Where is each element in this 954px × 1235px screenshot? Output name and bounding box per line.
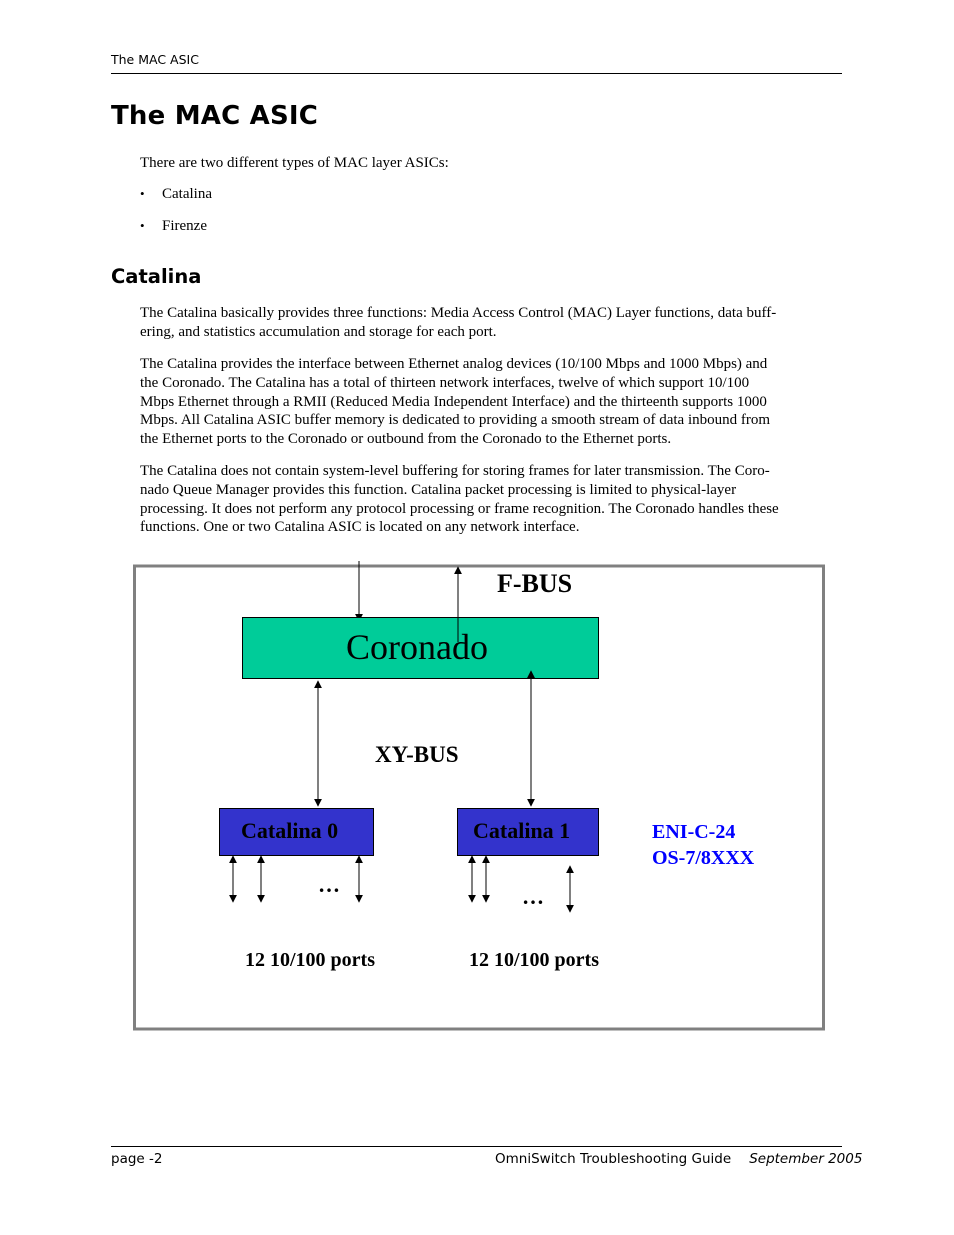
intro-text: There are two different types of MAC layer ASICs: [140,155,449,171]
bullet-dot-icon: • [140,218,145,233]
publication-date: September 2005 [749,1151,863,1167]
ports-ellipsis-0: … [318,872,340,897]
text-line: Mbps Ethernet through a RMII (Reduced Media Independent Interface) and the thirteenth supports 1000 [140,393,767,410]
footer-title [495,1151,862,1167]
bullet-dot-icon: • [140,186,145,201]
text-line: nado Queue Manager provides this function. Catalina packet processing is limited to physical-layer [140,481,737,498]
bullet-label: Catalina [162,186,212,202]
text-line: The Catalina provides the interface between Ethernet analog devices (10/100 Mbps and 1000 Mbps) and [140,356,768,372]
guide-name: OmniSwitch Troubleshooting Guide [495,1151,732,1167]
footer-rule [111,1146,842,1147]
catalina-1-label: Catalina 1 [473,818,571,843]
text-line: the Ethernet ports to the Coronado or outbound from the Coronado to the Ethernet ports. [140,431,672,448]
page-number: page -2 [111,1151,163,1167]
model-label-line1: ENI-C-24 [652,821,736,843]
fbus-label: F-BUS [497,569,573,598]
xybus-label: XY-BUS [375,742,459,767]
text-line: the Coronado. The Catalina has a total of thirteen network interfaces, twelve of which support 10/100 [140,374,750,391]
catalina-0-label: Catalina 0 [241,818,339,843]
text-line: processing. It does not perform any protocol processing or frame recognition. The Coronado handles these [140,500,779,517]
coronado-label: Coronado [346,627,488,667]
ports-ellipsis-1: … [522,884,544,909]
page-title: The MAC ASIC [111,101,319,131]
running-header: The MAC ASIC [111,52,199,67]
text-line: Mbps. All Catalina ASIC buffer memory is dedicated to providing a smooth stream of data inbound from [140,412,771,429]
bullet-label: Firenze [162,218,207,234]
ports-label-left: 12 10/100 ports [245,949,375,971]
text-line: The Catalina does not contain system-level buffering for storing frames for later transmission. The Coro- [140,463,770,479]
text-line: ering, and statistics accumulation and storage for each port. [140,323,497,340]
text-line: functions. One or two Catalina ASIC is located on any network interface. [140,519,580,536]
section-title: Catalina [111,265,202,288]
text-line: The Catalina basically provides three functions: Media Access Control (MAC) Layer functions, data buff- [140,305,777,321]
model-label-line2: OS-7/8XXX [652,847,755,869]
ports-label-right: 12 10/100 ports [469,949,599,971]
